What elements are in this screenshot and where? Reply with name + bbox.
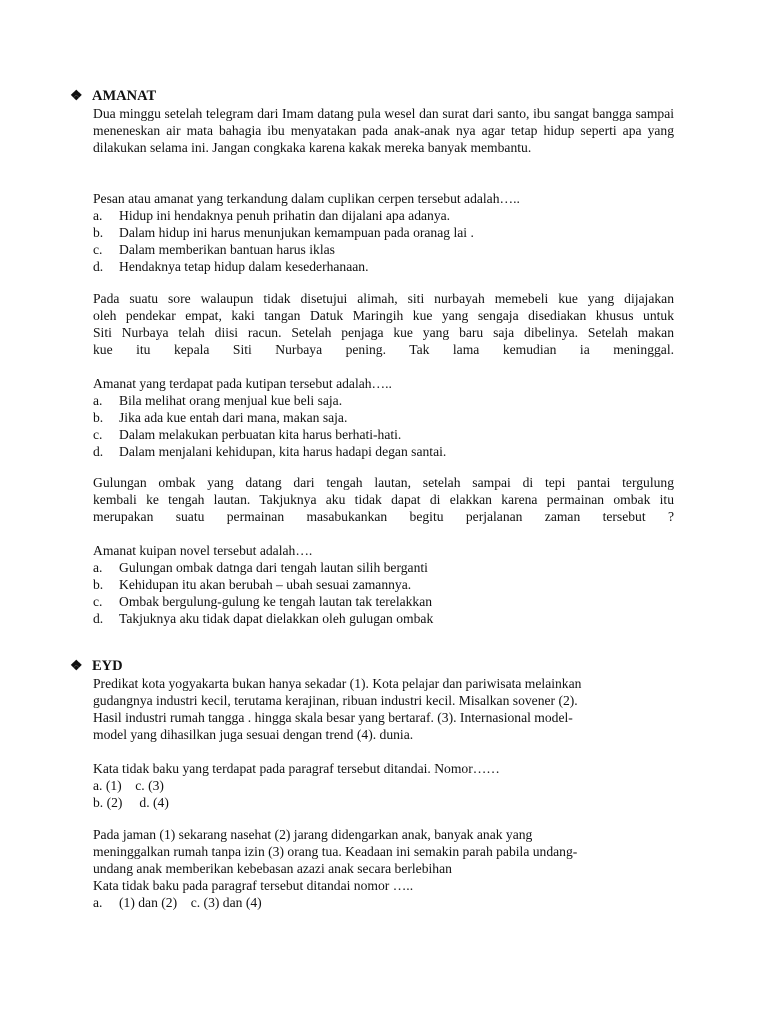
section-heading-eyd: ❖ EYD: [70, 658, 123, 674]
diamond-bullet-icon: ❖: [70, 659, 83, 674]
option-d: d. Dalam menjalani kehidupan, kita harus hadapi degan santai.: [93, 444, 447, 459]
option-a: a. Gulungan ombak datnga dari tengah lautan silih berganti: [93, 560, 428, 575]
option-c: c. Ombak bergulung-gulung ke tengah lautan tak terelakkan: [93, 594, 433, 609]
option-b: b. Dalam hidup ini harus menunjukan kemampuan pada oranag lai .: [93, 225, 474, 240]
section-heading-amanat: ❖ AMANAT: [70, 88, 157, 104]
question-text: Pesan atau amanat yang terkandung dalam cuplikan cerpen tersebut adalah…..: [93, 191, 520, 206]
amanat-q1-question-block: [93, 190, 674, 275]
diamond-bullet-icon: ❖: [70, 89, 83, 104]
option-d: d. Hendaknya tetap hidup dalam kesederhanaan.: [93, 259, 369, 274]
options-row-1: a. (1) c. (3): [93, 778, 164, 793]
options-row: a. (1) dan (2) c. (3) dan (4): [93, 895, 262, 910]
question-text: Amanat yang terdapat pada kutipan tersebut adalah…..: [93, 376, 392, 391]
option-c: c. Dalam melakukan perbuatan kita harus berhati-hati.: [93, 427, 402, 442]
options-row-2: b. (2) d. (4): [93, 795, 169, 810]
option-c: c. Dalam memberikan bantuan harus iklas: [93, 242, 335, 257]
option-b: b. Kehidupan itu akan berubah – ubah sesuai zamannya.: [93, 577, 412, 592]
amanat-q1-passage: Dua minggu setelah telegram dari Imam datang pula wesel dan surat dari santo, ibu sangat bangga sampai meneneskan air mata bahagia ibu menyatakan pada anak-anak nya agar tetap hidup seperti apa yang dilakukan selama ini. Jangan congkaka karena kakak mereka banyak membantu.: [93, 106, 674, 155]
eyd-q1-question-block: [93, 760, 674, 811]
option-b: b. Jika ada kue entah dari mana, makan saja.: [93, 410, 348, 425]
option-a: a. Hidup ini hendaknya penuh prihatin dan dijalani apa adanya.: [93, 208, 451, 223]
question-text: Kata tidak baku pada paragraf tersebut ditandai nomor …..: [93, 878, 414, 893]
question-text: Kata tidak baku yang terdapat pada paragraf tersebut ditandai. Nomor……: [93, 761, 500, 776]
option-d: d. Takjuknya aku tidak dapat dielakkan oleh gulugan ombak: [93, 611, 434, 626]
amanat-q3-question-block: [93, 542, 674, 627]
amanat-q2-passage: Pada suatu sore walaupun tidak disetujui alimah, siti nurbayah memebeli kue yang dijajakan oleh pendekar empat, kaki tangan Datuk Maringih kue yang sengaja disediakan khusus untuk Siti Nurbaya telah diisi racun. Setelah penjaga kue yang baru saja dibelinya. Setelah makan kue itu kepala Siti Nurbaya pening. Tak lama kemudian ia meninggal.: [93, 291, 674, 357]
question-text: Amanat kuipan novel tersebut adalah….: [93, 543, 313, 558]
option-a: a. Bila melihat orang menjual kue beli saja.: [93, 393, 343, 408]
amanat-q3-passage: Gulungan ombak yang datang dari tengah lautan, setelah sampai di tepi pantai tergulung kembali ke tengah lautan. Takjuknya aku tidak dapat di elakkan karena permainan ombak itu merupakan suatu permainan masabukankan begitu perjalanan zaman tersebut ?: [93, 475, 674, 524]
eyd-q2-passage: Pada jaman (1) sekarang nasehat (2) jarang didengarkan anak, banyak anak yang meninggalkan rumah tanpa izin (3) orang tua. Keadaan ini semakin parah pabila undang- undang anak memberikan kebebasan azazi anak secara berlebihan Kata tidak baku pada paragraf tersebut ditandai nomor ….. a. (1) dan (2) c. (3) dan (4): [93, 826, 674, 911]
amanat-q2-question-block: [93, 375, 674, 460]
eyd-q1-passage: Predikat kota yogyakarta bukan hanya sekadar (1). Kota pelajar dan pariwisata melainkan gudangnya industri kecil, terutama kerajinan, ribuan industri kecil. Misalkan sovener (2). Hasil industri rumah tangga . hingga skala besar yang bertaraf. (3). Internasional model- model yang dihasilkan juga sesuai dengan trend (4). dunia.: [93, 676, 582, 742]
